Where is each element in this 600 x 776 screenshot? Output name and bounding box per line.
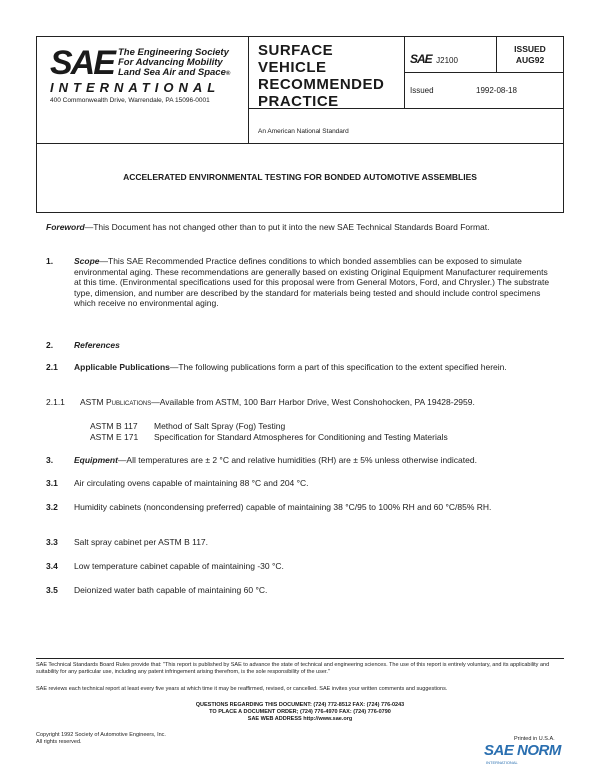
item-text: Humidity cabinets (noncondensing preferred) capable of maintaining 38 °C/95 to 100% RH and 60 °C/85% RH. [74, 502, 492, 512]
standard-code: J2100 [436, 56, 458, 65]
footer-printed: Printed in U.S.A. [514, 736, 555, 742]
issued-box-line: AUG92 [515, 55, 545, 65]
title-line: PRACTICE [258, 93, 339, 110]
foreword-text: —This Document has not changed other than to put it into the new SAE Technical Standards Board Format. [84, 222, 490, 232]
item-number: 3.4 [46, 561, 58, 571]
issued-label: Issued [410, 86, 434, 95]
item-number: 3.2 [46, 502, 58, 512]
document-title: ACCELERATED ENVIRONMENTAL TESTING FOR BONDED AUTOMOTIVE ASSEMBLIES [123, 172, 477, 182]
section-number: 3. [46, 455, 54, 465]
footer-order: TO PLACE A DOCUMENT ORDER; (724) 776-4970 FAX: (724) 776-0790 [209, 709, 391, 715]
item-number: 3.3 [46, 537, 58, 547]
footer-copyright: Copyright 1992 Society of Automotive Engineers, Inc. [36, 732, 166, 738]
astm-desc: Specification for Standard Atmospheres for Conditioning and Testing Materials [154, 432, 448, 442]
title-line: VEHICLE [258, 59, 327, 76]
header-divider-1 [248, 36, 249, 144]
title-box-bottom [36, 212, 564, 213]
astm-item [90, 432, 448, 443]
document-type-title [258, 42, 384, 110]
astm-text: —Available from ASTM, 100 Barr Harbor Drive, West Conshohocken, PA 19428-2959. [151, 397, 475, 407]
applicable-heading: Applicable Publications [74, 362, 170, 372]
society-line: Land Sea Air and Space® [118, 67, 231, 78]
astm-desc: Method of Salt Spray (Fog) Testing [154, 421, 286, 431]
section-number: 2.1 [46, 362, 58, 372]
society-tagline [118, 48, 230, 79]
footer-web: SAE WEB ADDRESS http://www.sae.org [247, 716, 353, 722]
astm-item [90, 421, 285, 432]
item-text: Deionized water bath capable of maintaining 60 °C. [74, 585, 268, 595]
footer-review-note: SAE reviews each technical report at least every five years at which time it may be reaffirmed, revised, or cancelled. SAE invites your written comments and suggestions. [36, 686, 448, 692]
equipment-paragraph [74, 455, 552, 466]
footer-questions: QUESTIONS REGARDING THIS DOCUMENT: (724) 772-8512 FAX: (724) 776-0243 [195, 702, 405, 708]
footer-rule [36, 658, 564, 659]
foreword-paragraph [46, 222, 552, 233]
issued-box-line: ISSUED [514, 44, 546, 54]
astm-label: ASTM Publications [80, 397, 152, 407]
foreword-heading: Foreword [46, 222, 85, 232]
international-wordmark: INTERNATIONAL [50, 80, 221, 95]
ansi-note: An American National Standard [258, 128, 349, 135]
issued-box [497, 44, 563, 66]
society-line: For Advancing Mobility [118, 57, 223, 68]
item-text: Low temperature cabinet capable of maintaining -30 °C. [74, 561, 284, 571]
astm-code: ASTM B 117 [90, 421, 138, 431]
standard-number [410, 50, 458, 68]
item-number: 3.5 [46, 585, 58, 595]
item-number: 3.1 [46, 478, 58, 488]
scope-paragraph [74, 256, 552, 309]
footer-rights: All rights reserved. [36, 739, 82, 745]
section-number: 2. [46, 340, 54, 350]
astm-code: ASTM E 171 [90, 432, 139, 442]
brand-name: SAE NORM [484, 742, 561, 759]
section-number: 1. [46, 256, 54, 266]
header-rule-1 [404, 72, 564, 73]
society-line: The Engineering Society [118, 47, 229, 58]
references-heading: References [74, 340, 120, 350]
sae-logo: SAE [50, 44, 114, 82]
equipment-text: —All temperatures are ± 2 °C and relative humidities (RH) are ± 5% unless otherwise indicated. [117, 455, 477, 465]
item-text: Air circulating ovens capable of maintaining 88 °C and 204 °C. [74, 478, 309, 488]
registered-mark: ® [225, 71, 231, 77]
equipment-heading: Equipment [74, 455, 118, 465]
scope-heading: Scope [74, 256, 100, 266]
title-line: SURFACE [258, 42, 334, 59]
title-line: RECOMMENDED [258, 76, 385, 93]
footer-rules-note: SAE Technical Standards Board Rules provide that: "This report is published by SAE to advance the state of technical and engineering sciences. The use of this report is entirely voluntary, and its applicability and suitability for any particular use, including any patent infringement arising therefrom, is the sole responsibility of the user." [36, 662, 550, 675]
brand-subtitle: INTERNATIONAL [486, 760, 518, 765]
issued-date: 1992-08-18 [476, 86, 517, 95]
astm-paragraph [80, 397, 552, 408]
society-address: 400 Commonwealth Drive, Warrendale, PA 15096-0001 [50, 97, 210, 104]
section-number: 2.1.1 [46, 397, 65, 407]
applicable-paragraph [74, 362, 552, 373]
scope-text: —This SAE Recommended Practice defines conditions to which bonded assemblies can be exposed to simulate environmental aging. These recommendations are generally based on existing Original Equipment Manufacturer requirements at this time. (Environmental specifications used for this proposal were from General Motors, Ford, and Chrysler.) The substrate type, dimension, and number are described by the standard for materials being tested and should include control specimens which receive no environmental aging. [74, 256, 550, 308]
brand-logo [484, 742, 561, 759]
applicable-text: —The following publications form a part of this specification to the extent specified herein. [169, 362, 507, 372]
sae-small-logo: SAE [410, 52, 432, 66]
item-text: Salt spray cabinet per ASTM B 117. [74, 537, 209, 547]
